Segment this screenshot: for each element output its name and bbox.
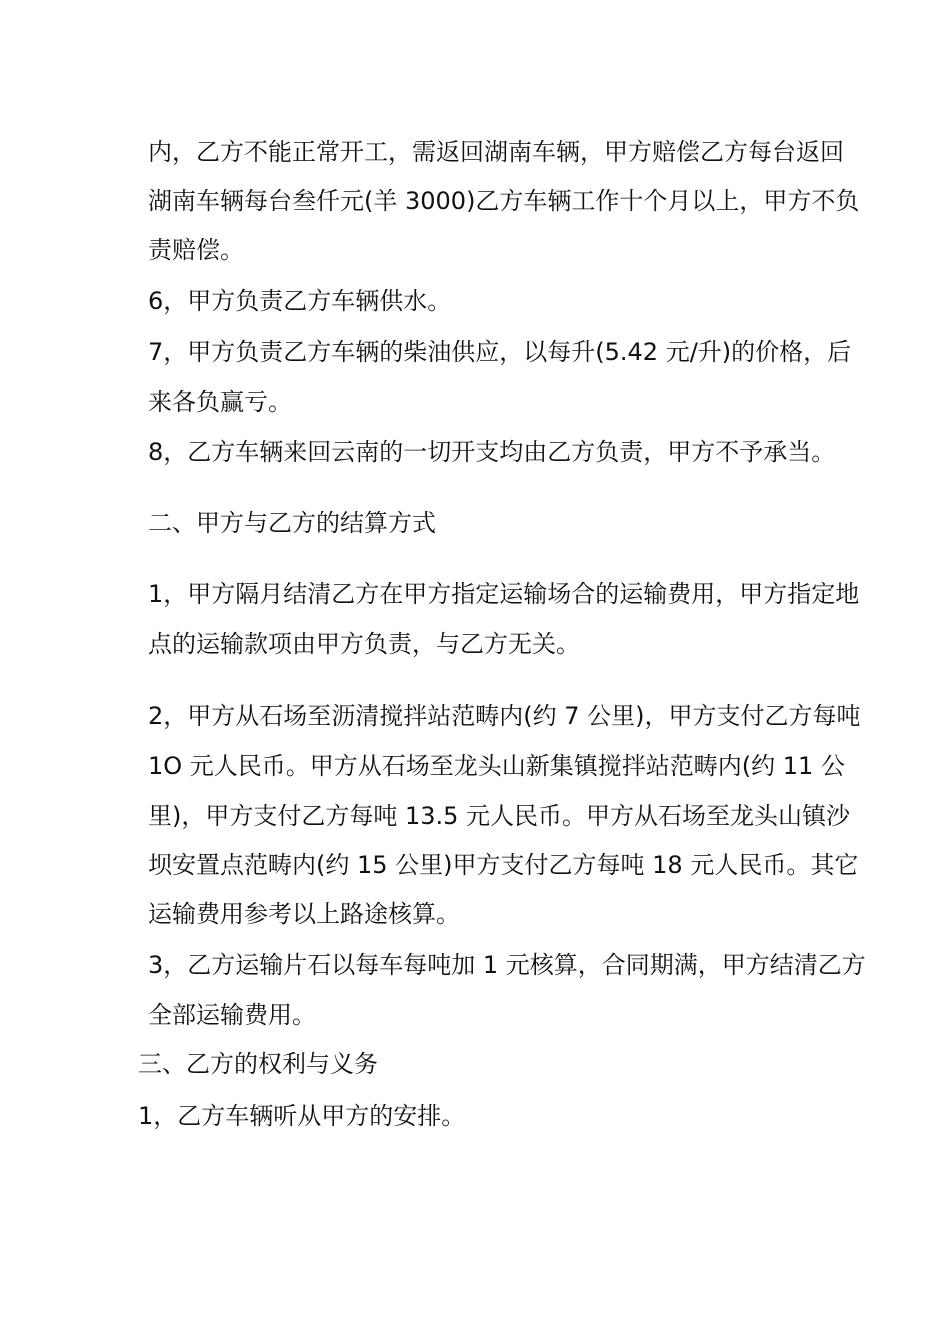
text-line: 运输费用参考以上路途核算。 bbox=[148, 900, 460, 928]
text-line: 点的运输款项由甲方负责，与乙方无关。 bbox=[148, 630, 580, 658]
section-heading: 二、甲方与乙方的结算方式 bbox=[148, 509, 436, 537]
text-line: 责赔偿。 bbox=[148, 236, 244, 264]
text-line: 3，乙方运输片石以每车每吨加 1 元核算，合同期满，甲方结清乙方 bbox=[148, 951, 866, 979]
text-line: 1，乙方车辆听从甲方的安排。 bbox=[138, 1102, 466, 1130]
section-heading: 三、乙方的权利与义务 bbox=[138, 1050, 378, 1078]
text-line: 1，甲方隔月结清乙方在甲方指定运输场合的运输费用，甲方指定地 bbox=[148, 580, 860, 608]
text-line: 8，乙方车辆来回云南的一切开支均由乙方负责，甲方不予承当。 bbox=[148, 438, 836, 466]
text-line: 内，乙方不能正常开工，需返回湖南车辆，甲方赔偿乙方每台返回 bbox=[148, 138, 844, 166]
text-line: 来各负赢亏。 bbox=[148, 388, 292, 416]
text-line: 7，甲方负责乙方车辆的柴油供应，以每升(5.42 元/升)的价格，后 bbox=[148, 338, 852, 366]
text-line: 6，甲方负责乙方车辆供水。 bbox=[148, 287, 452, 315]
text-line: 坝安置点范畴内(约 15 公里)甲方支付乙方每吨 18 元人民币。其它 bbox=[148, 851, 859, 879]
text-line: 全部运输费用。 bbox=[148, 1001, 316, 1029]
text-line: 湖南车辆每台叁仟元(羊 3000)乙方车辆工作十个月以上，甲方不负 bbox=[148, 187, 860, 215]
text-line: 里)，甲方支付乙方每吨 13.5 元人民币。甲方从石场至龙头山镇沙 bbox=[148, 802, 851, 830]
text-line: 1O 元人民币。甲方从石场至龙头山新集镇搅拌站范畴内(约 11 公 bbox=[148, 752, 845, 780]
text-line: 2，甲方从石场至沥清搅拌站范畴内(约 7 公里)，甲方支付乙方每吨 bbox=[148, 702, 861, 730]
